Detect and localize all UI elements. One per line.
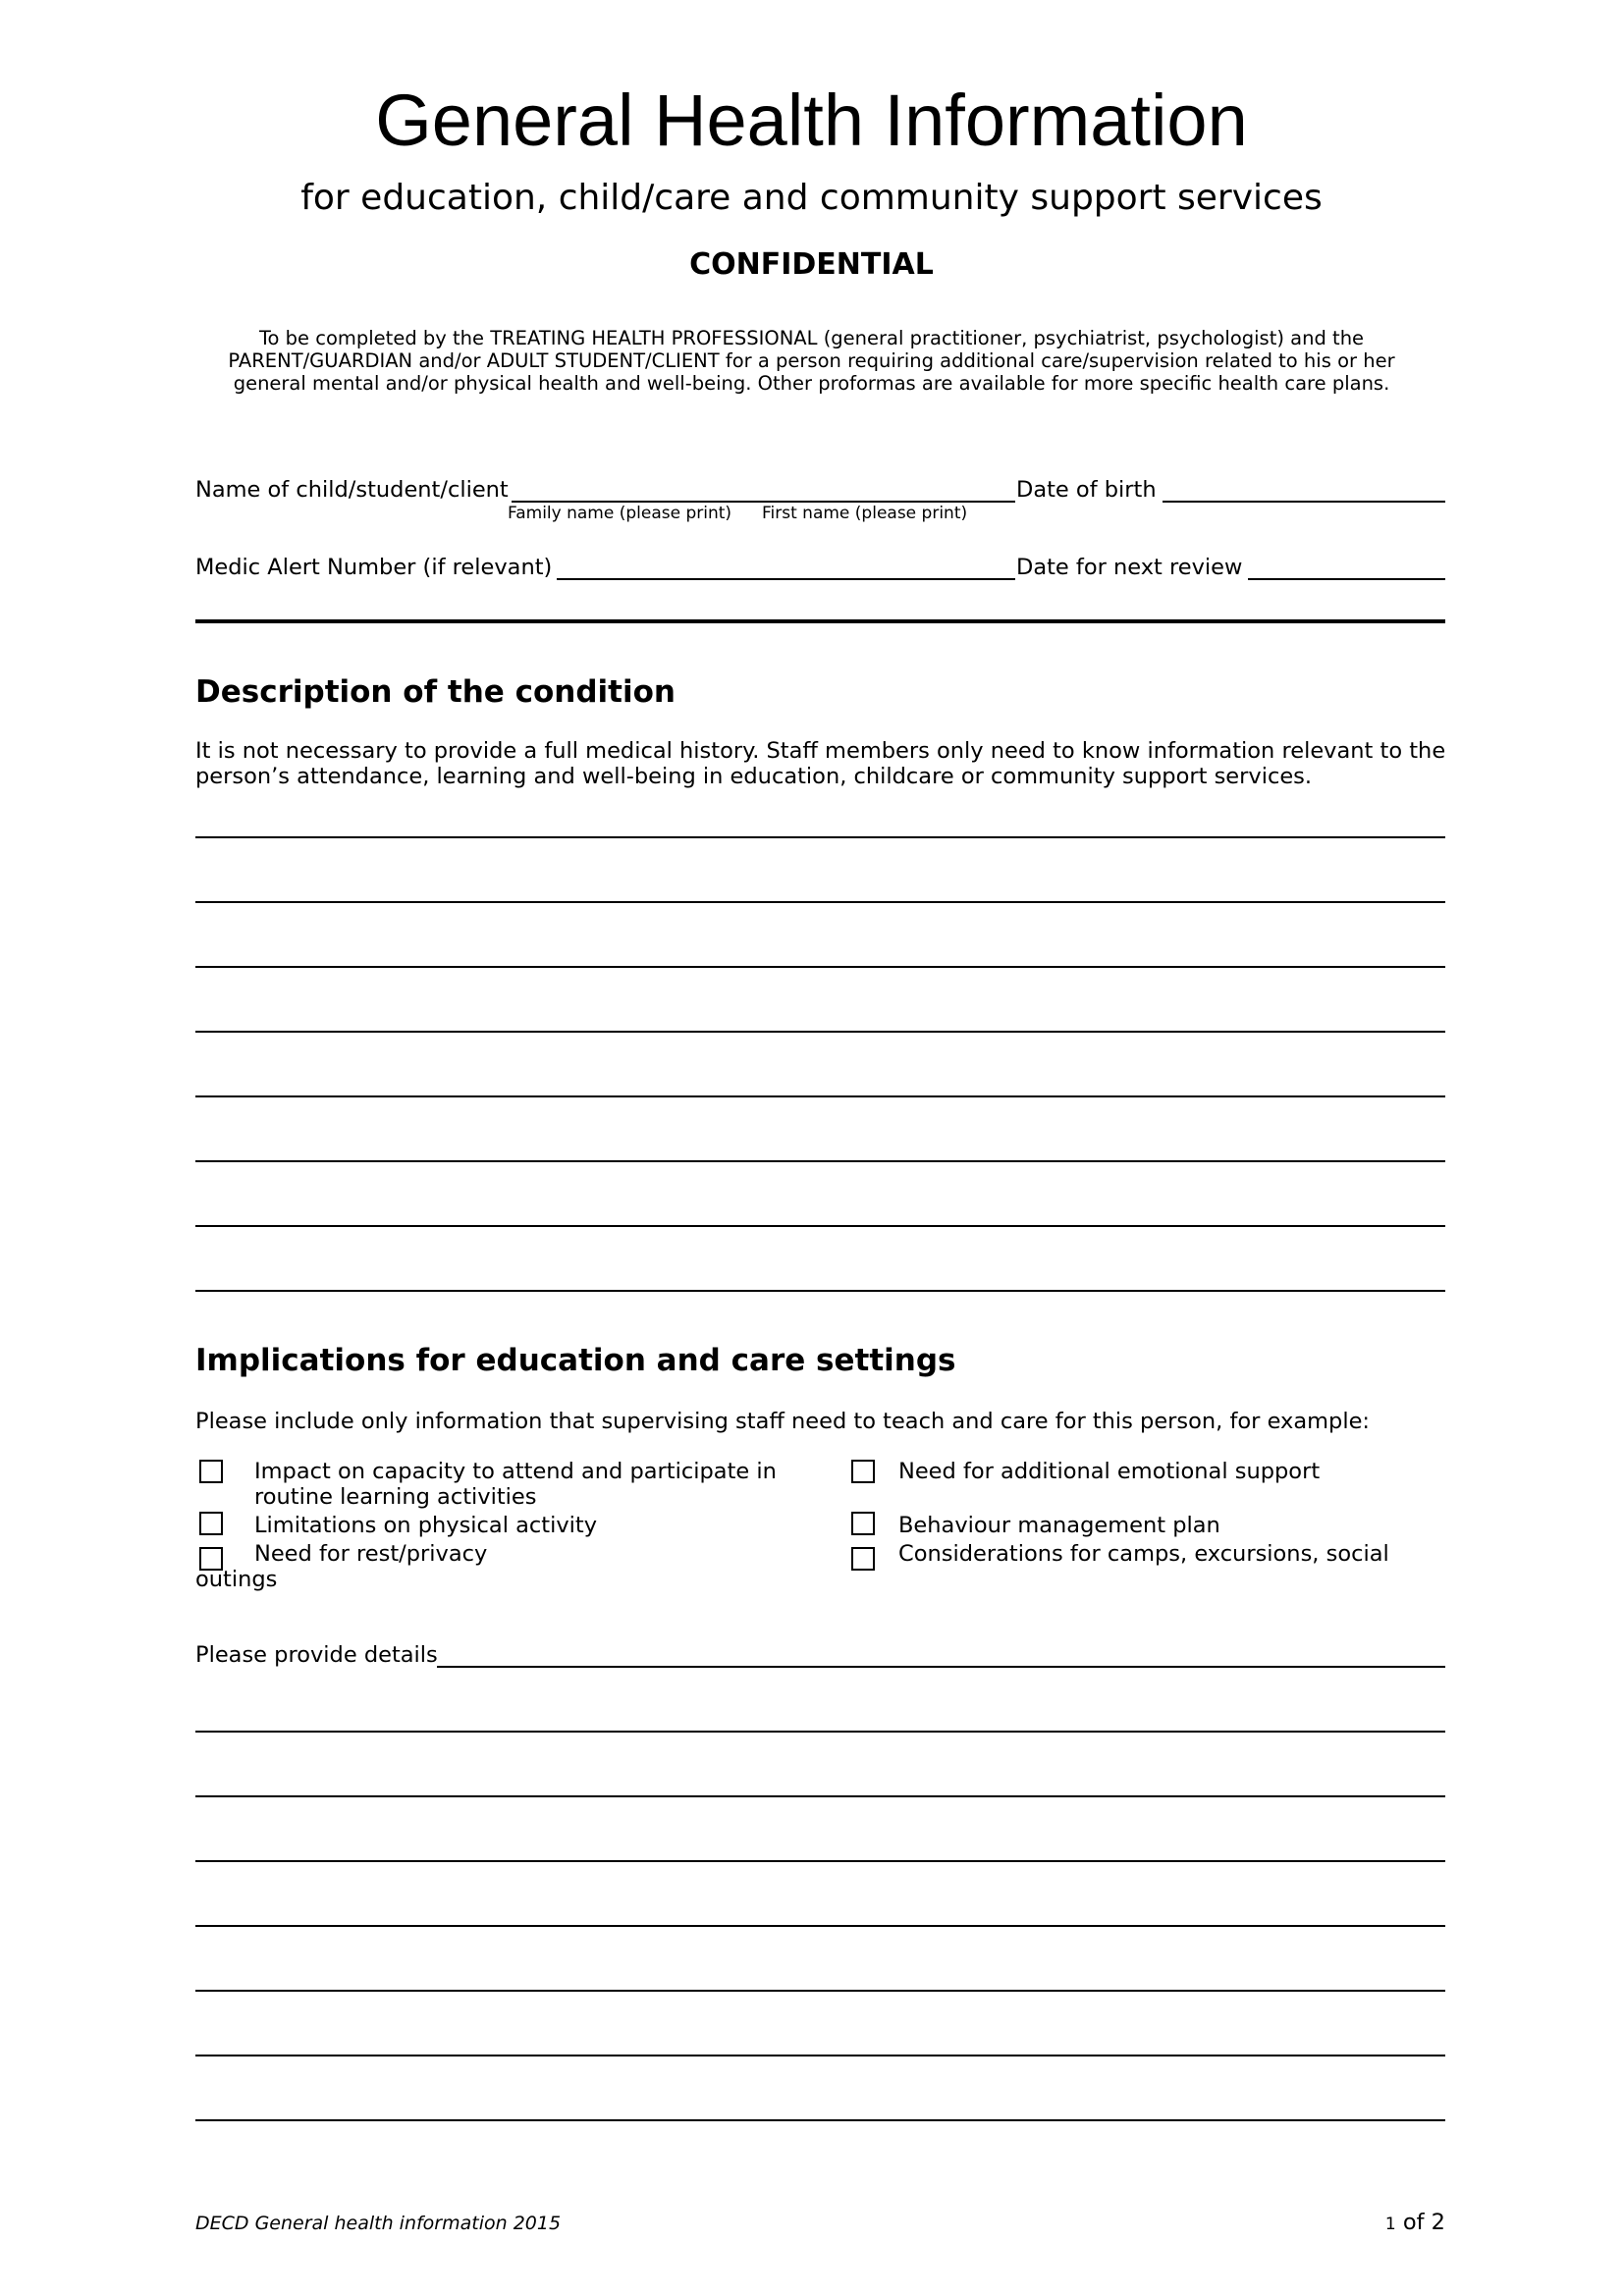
medic-alert-field[interactable]	[557, 578, 1015, 580]
condition-line[interactable]	[195, 1225, 1445, 1227]
details-line[interactable]	[195, 1731, 1445, 1733]
next-review-field[interactable]	[1248, 578, 1445, 580]
document-title: General Health Information	[375, 80, 1248, 161]
condition-line[interactable]	[195, 1095, 1445, 1097]
provide-details-label: Please provide details	[195, 1642, 438, 1668]
dob-field[interactable]	[1163, 501, 1445, 503]
condition-body: It is not necessary to provide a full medical history. Staff members only need to know information relevant to the person’s attendance, learning and well-being in education, childcare or community support services.	[195, 738, 1446, 789]
family-name-hint: Family name (please print)	[508, 504, 732, 523]
rest-privacy-option-label: Need for rest/privacy	[254, 1541, 488, 1567]
implications-heading: Implications for education and care settings	[195, 1343, 956, 1378]
page-current: 1	[1384, 2215, 1396, 2234]
physical-activity-checkbox[interactable]	[199, 1512, 223, 1535]
next-review-label: Date for next review	[1016, 555, 1243, 580]
first-name-hint: First name (please print)	[762, 504, 968, 523]
condition-heading: Description of the condition	[195, 674, 676, 710]
details-line[interactable]	[195, 1860, 1445, 1862]
details-line[interactable]	[195, 1990, 1445, 1992]
condition-line[interactable]	[195, 1160, 1445, 1162]
medic-alert-label: Medic Alert Number (if relevant)	[195, 555, 553, 580]
details-line[interactable]	[195, 1795, 1445, 1797]
impact-checkbox[interactable]	[199, 1460, 223, 1483]
details-line[interactable]	[195, 2119, 1445, 2121]
page-number	[1385, 2210, 1445, 2237]
implications-intro: Please include only information that supervising staff need to teach and care for this person, for example:	[195, 1409, 1371, 1434]
condition-line[interactable]	[195, 1290, 1445, 1292]
condition-line[interactable]	[195, 1031, 1445, 1033]
options-wrap-text: outings	[195, 1567, 278, 1592]
camps-excursions-option-label: Considerations for camps, excursions, social	[898, 1541, 1389, 1567]
confidential-label: CONFIDENTIAL	[689, 247, 934, 282]
emotional-support-checkbox[interactable]	[851, 1460, 875, 1483]
section-divider	[195, 619, 1445, 623]
footer-document-name: DECD General health information 2015	[195, 2213, 562, 2234]
emotional-support-option-label: Need for additional emotional support	[898, 1459, 1321, 1484]
document-subtitle: for education, child/care and community support services	[300, 178, 1323, 218]
condition-line[interactable]	[195, 901, 1445, 903]
name-label: Name of child/student/client	[195, 477, 509, 503]
intro-paragraph: To be completed by the TREATING HEALTH PROFESSIONAL (general practitioner, psychiatrist, psychologist) and the PARENT/GUARDIAN and/or ADULT STUDENT/CLIENT for a person requiring additional care/supervision related to his or her general mental and/or physical health and well-being. Other proformas are available for more specific health care plans.	[228, 327, 1395, 395]
condition-line[interactable]	[195, 836, 1445, 838]
behaviour-plan-checkbox[interactable]	[851, 1512, 875, 1535]
behaviour-plan-option-label: Behaviour management plan	[898, 1513, 1220, 1538]
physical-activity-option-label: Limitations on physical activity	[254, 1513, 598, 1538]
dob-label: Date of birth	[1016, 477, 1157, 503]
page-total: of 2	[1395, 2210, 1445, 2235]
name-field[interactable]	[512, 501, 1015, 503]
impact-option-label: Impact on capacity to attend and participate in routine learning activities	[254, 1459, 777, 1510]
details-line[interactable]	[195, 1925, 1445, 1927]
details-line[interactable]	[195, 2055, 1445, 2056]
details-line[interactable]	[437, 1666, 1445, 1668]
camps-excursions-checkbox[interactable]	[851, 1547, 875, 1571]
condition-line[interactable]	[195, 966, 1445, 968]
